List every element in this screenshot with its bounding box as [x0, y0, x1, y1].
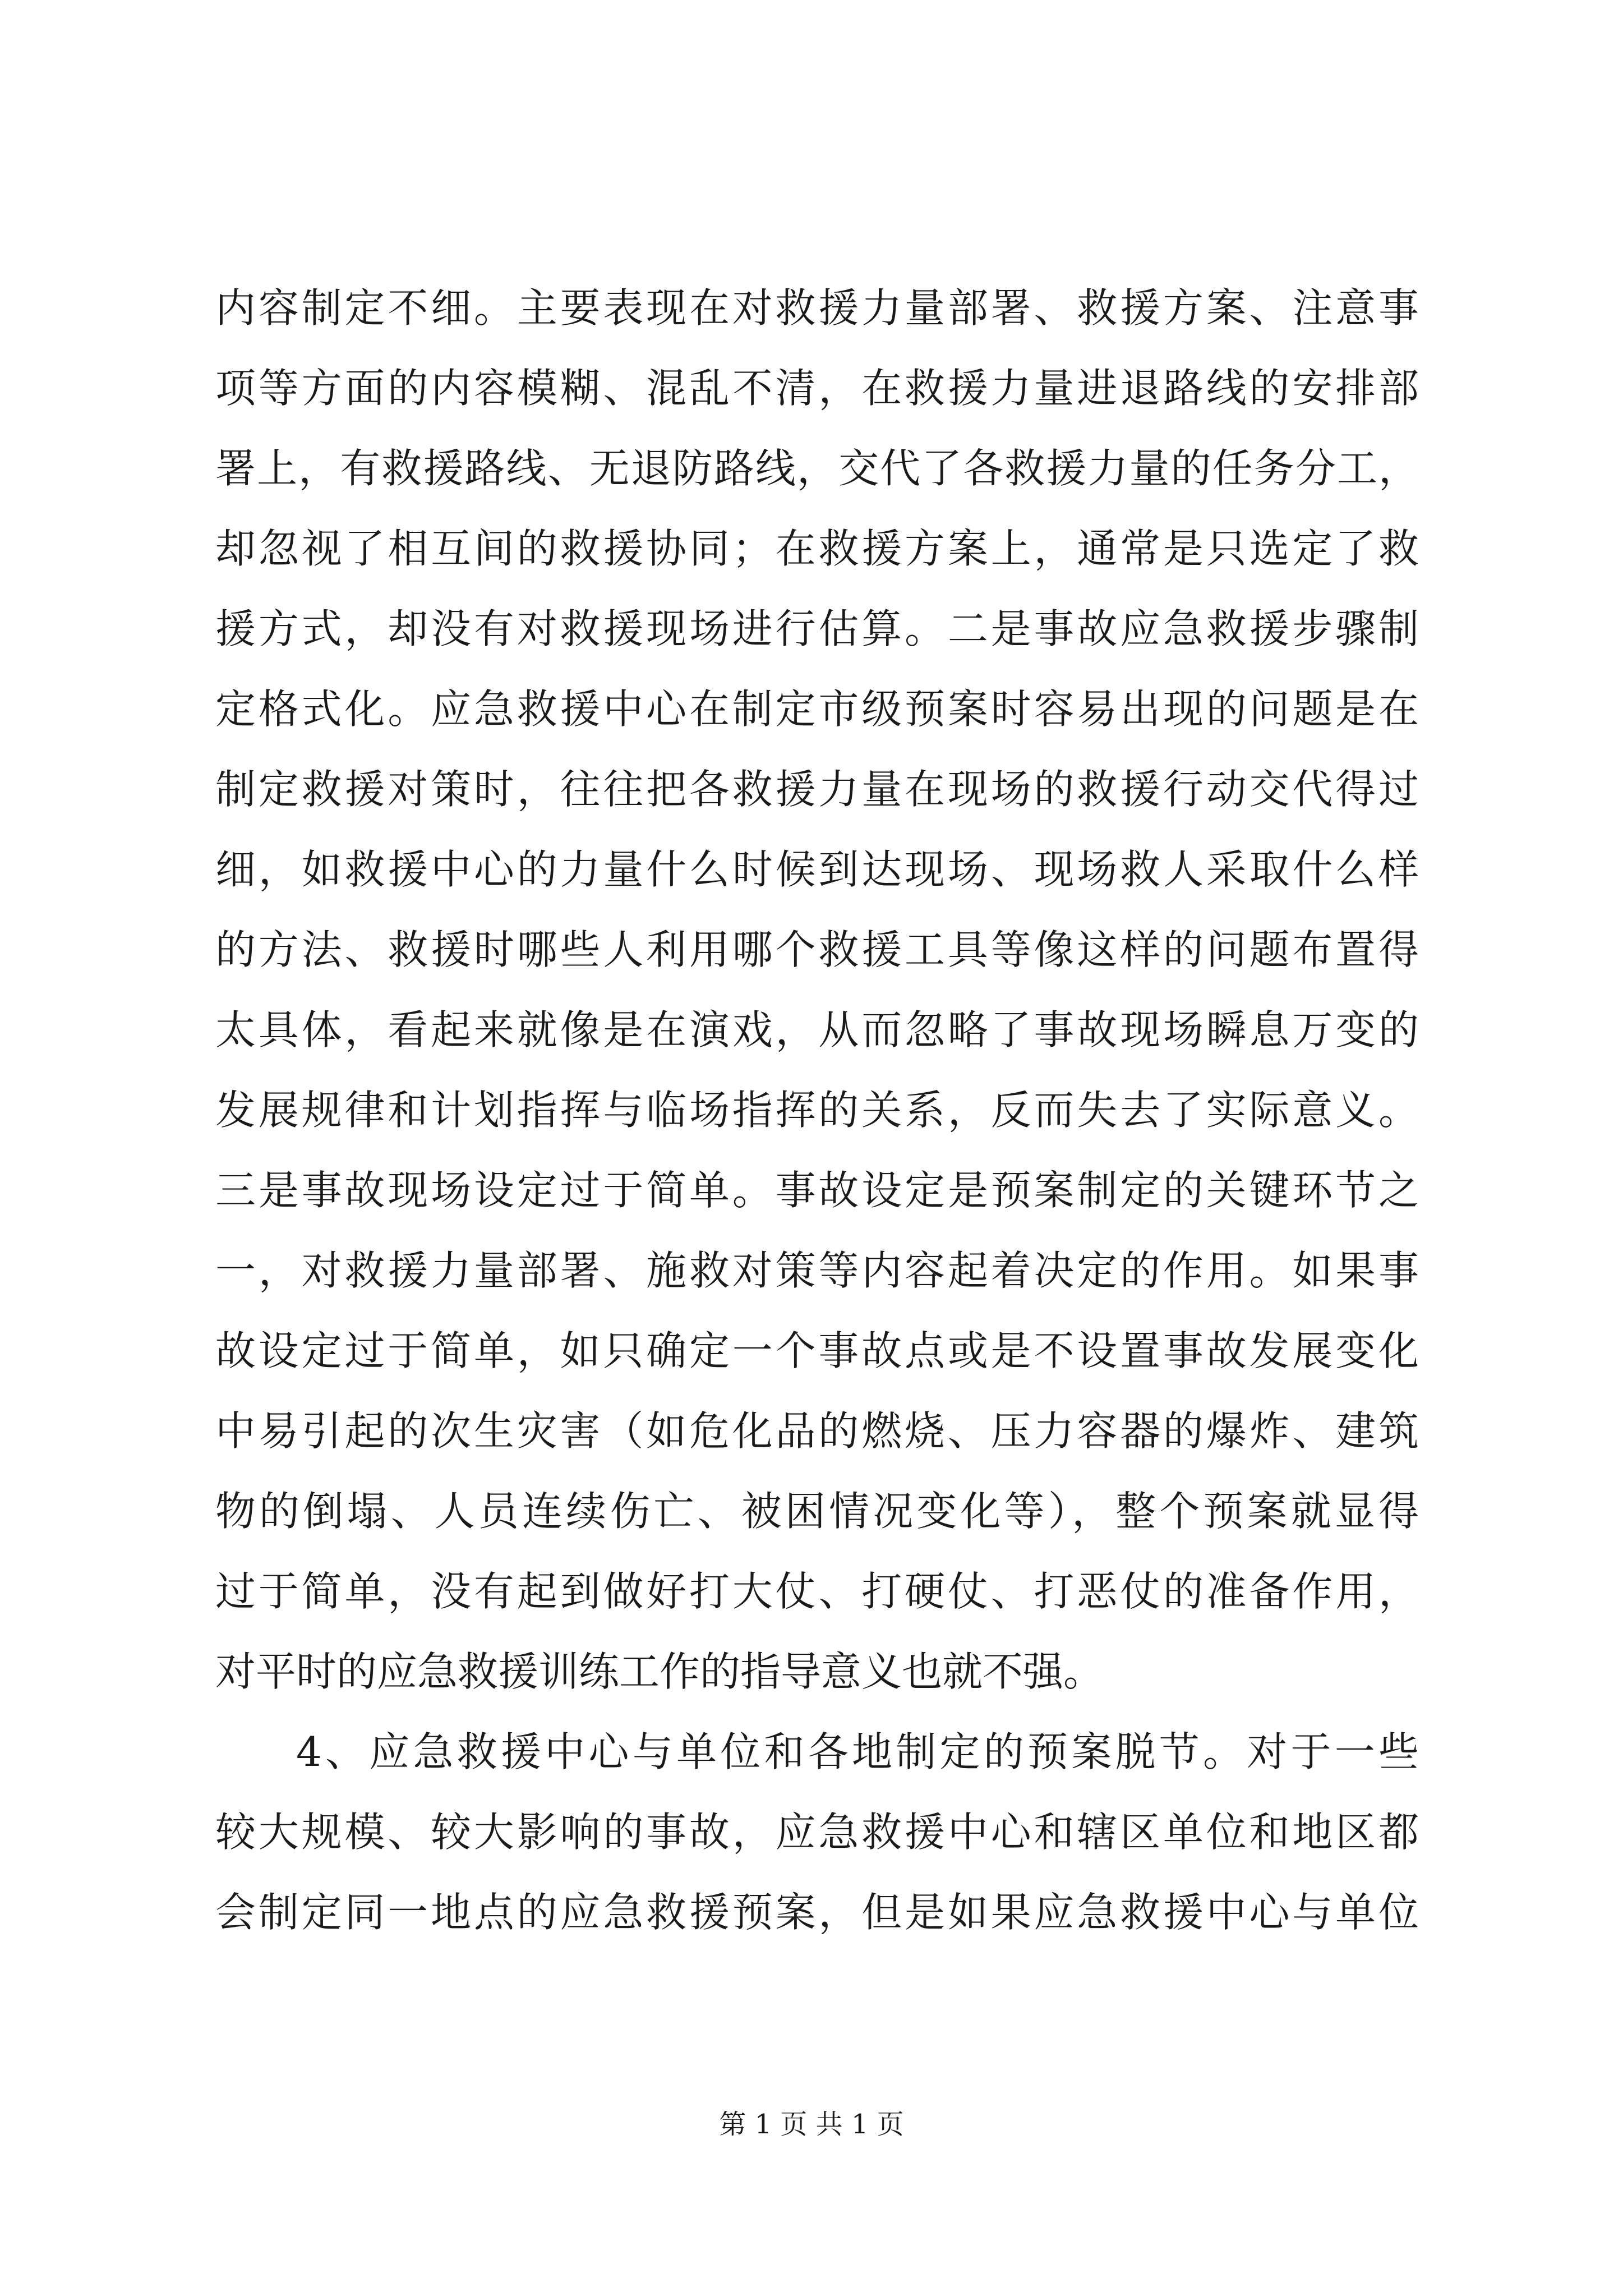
text-line: 中易引起的次生灾害（如危化品的燃烧、压力容器的爆炸、建筑 [215, 1407, 1419, 1455]
text-line: 故设定过于简单，如只确定一个事故点或是不设置事故发展变化 [215, 1327, 1419, 1374]
page-footer: 第 1 页 共 1 页 [719, 2109, 904, 2140]
text-line: 定格式化。应急救援中心在制定市级预案时容易出现的问题是在 [215, 685, 1419, 733]
body-text [215, 268, 1419, 1953]
text-line: 三是事故现场设定过于简单。事故设定是预案制定的关键环节之 [215, 1167, 1419, 1214]
text-line: 发展规律和计划指挥与临场指挥的关系，反而失去了实际意义。 [215, 1087, 1419, 1134]
text-line: 细，如救援中心的力量什么时候到达现场、现场救人采取什么样 [215, 846, 1419, 893]
text-line: 的方法、救援时哪些人利用哪个救援工具等像这样的问题布置得 [215, 926, 1419, 973]
text-line: 制定救援对策时，往往把各救援力量在现场的救援行动交代得过 [215, 766, 1419, 813]
text-line: 物的倒塌、人员连续伤亡、被困情况变化等），整个预案就显得 [215, 1488, 1419, 1535]
text-line: 会制定同一地点的应急救援预案，但是如果应急救援中心与单位 [215, 1889, 1419, 1936]
text-line: 却忽视了相互间的救援协同；在救援方案上，通常是只选定了救 [215, 525, 1419, 572]
text-line: 援方式，却没有对救援现场进行估算。二是事故应急救援步骤制 [215, 605, 1419, 652]
text-line: 太具体，看起来就像是在演戏，从而忽略了事故现场瞬息万变的 [215, 1006, 1419, 1053]
text-line: 一，对救援力量部署、施救对策等内容起着决定的作用。如果事 [215, 1247, 1419, 1294]
text-line: 对平时的应急救援训练工作的指导意义也就不强。 [215, 1648, 1104, 1695]
text-line: 过于简单，没有起到做好打大仗、打硬仗、打恶仗的准备作用， [215, 1568, 1419, 1615]
text-line: 较大规模、较大影响的事故，应急救援中心和辖区单位和地区都 [215, 1809, 1419, 1856]
text-line: 项等方面的内容模糊、混乱不清，在救援力量进退路线的安排部 [215, 365, 1419, 412]
text-line: 内容制定不细。主要表现在对救援力量部署、救援方案、注意事 [215, 284, 1419, 332]
text-line: 4、应急救援中心与单位和各地制定的预案脱节。对于一些 [296, 1728, 1419, 1775]
text-line: 署上，有救援路线、无退防路线，交代了各救援力量的任务分工， [215, 445, 1419, 492]
